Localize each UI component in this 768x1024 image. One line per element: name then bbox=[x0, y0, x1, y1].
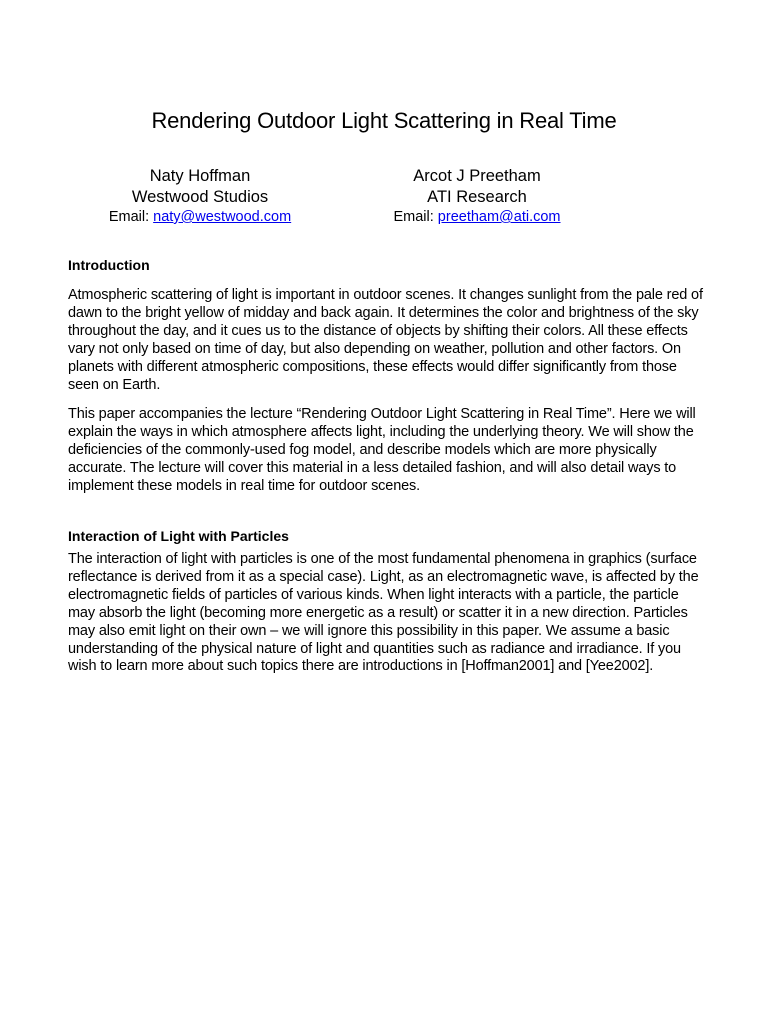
author-email-link[interactable]: preetham@ati.com bbox=[437, 209, 561, 225]
author-name: Arcot J Preetham bbox=[413, 167, 541, 185]
email-label: Email: bbox=[393, 209, 438, 225]
email-label: Email: bbox=[108, 209, 154, 225]
author-affiliation: ATI Research bbox=[427, 188, 527, 206]
author-name: Naty Hoffman bbox=[149, 167, 251, 185]
paragraph-interaction-1: The interaction of light with particles is one of the most fundamental phenomena in graphics (surface reflectance is derived from it as a special case). Light, as an electromagnetic wave, is affected by the electromagnetic fields of particles of various kinds. When light interacts with a particle, the particle may absorb the light (becoming more energetic as a result) or scatter it in a new direction. Particles may also emit light on their own – we will ignore this possibility in this paper. We assume a basic understanding of the physical nature of light and quantities such as radiance and irradiance. If you wish to learn more about such topics there are introductions in [Hoffman2001] and [Yee2002]. bbox=[68, 551, 699, 675]
author-email-line bbox=[50, 208, 350, 227]
author-block-hoffman bbox=[50, 166, 350, 227]
author-email-link[interactable]: naty@westwood.com bbox=[153, 209, 292, 225]
author-block-preetham bbox=[327, 166, 627, 227]
author-email-line bbox=[327, 208, 627, 227]
paragraph-introduction-2: This paper accompanies the lecture “Rendering Outdoor Light Scattering in Real Time”. Here we will explain the ways in which atmosphere affects light, including the underlying theory. We will show the deficiencies of the commonly-used fog model, and describe models which are more physically accurate. The lecture will cover this material in a less detailed fashion, and will also detail ways to implement these models in real time for outdoor scenes. bbox=[68, 406, 696, 494]
author-affiliation: Westwood Studios bbox=[131, 188, 269, 206]
section-heading-introduction: Introduction bbox=[68, 257, 150, 273]
paragraph-introduction-1: Atmospheric scattering of light is important in outdoor scenes. It changes sunlight from the pale red of dawn to the bright yellow of midday and back again. It determines the color and brightness of the sky throughout the day, and it cues us to the distance of objects by shifting their colors. All these effects vary not only based on time of day, but also depending on weather, pollution and other factors. On planets with different atmospheric compositions, these effects would differ significantly from those seen on Earth. bbox=[68, 287, 703, 393]
section-heading-interaction: Interaction of Light with Particles bbox=[68, 528, 289, 544]
paper-title: Rendering Outdoor Light Scattering in Real Time bbox=[151, 108, 617, 133]
